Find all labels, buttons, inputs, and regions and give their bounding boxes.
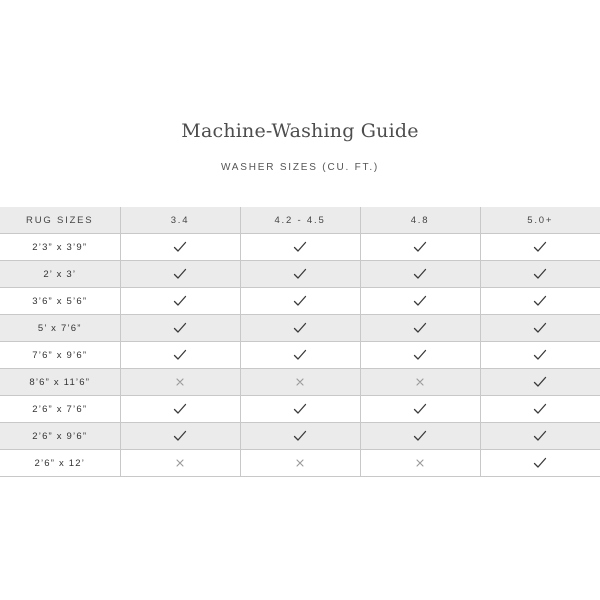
fit-cell bbox=[240, 369, 360, 396]
fit-cell bbox=[360, 450, 480, 477]
check-icon bbox=[293, 427, 307, 444]
check-icon bbox=[173, 265, 187, 282]
cross-icon bbox=[413, 454, 427, 471]
fit-cell bbox=[240, 234, 360, 261]
cross-icon bbox=[293, 373, 307, 390]
table-row bbox=[0, 342, 600, 369]
header-rug-sizes: RUG SIZES bbox=[0, 207, 120, 234]
table-row bbox=[0, 288, 600, 315]
check-icon bbox=[533, 400, 547, 417]
fit-cell bbox=[360, 423, 480, 450]
fit-cell bbox=[360, 234, 480, 261]
header-washer-4-8: 4.8 bbox=[360, 207, 480, 234]
table-row bbox=[0, 234, 600, 261]
rug-size-cell: 2’ x 3’ bbox=[0, 261, 120, 288]
check-icon bbox=[533, 346, 547, 363]
check-icon bbox=[413, 427, 427, 444]
table-row bbox=[0, 369, 600, 396]
rug-size-cell: 8’6” x 11’6” bbox=[0, 369, 120, 396]
check-icon bbox=[413, 319, 427, 336]
check-icon bbox=[533, 427, 547, 444]
fit-cell bbox=[360, 369, 480, 396]
table-row bbox=[0, 315, 600, 342]
rug-size-cell: 3’6” x 5’6” bbox=[0, 288, 120, 315]
check-icon bbox=[173, 427, 187, 444]
fit-cell bbox=[120, 261, 240, 288]
fit-cell bbox=[360, 396, 480, 423]
header-washer-3-4: 3.4 bbox=[120, 207, 240, 234]
fit-cell bbox=[480, 423, 600, 450]
header-washer-5-0-plus: 5.0+ bbox=[480, 207, 600, 234]
check-icon bbox=[413, 346, 427, 363]
fit-cell bbox=[480, 450, 600, 477]
check-icon bbox=[533, 373, 547, 390]
fit-cell bbox=[120, 315, 240, 342]
table-row bbox=[0, 450, 600, 477]
fit-cell bbox=[240, 342, 360, 369]
fit-cell bbox=[120, 342, 240, 369]
check-icon bbox=[533, 454, 547, 471]
fit-cell bbox=[480, 288, 600, 315]
check-icon bbox=[293, 238, 307, 255]
check-icon bbox=[173, 346, 187, 363]
rug-size-cell: 7’6” x 9’6” bbox=[0, 342, 120, 369]
check-icon bbox=[533, 292, 547, 309]
rug-size-cell: 2’6” x 7’6” bbox=[0, 396, 120, 423]
fit-cell bbox=[480, 369, 600, 396]
check-icon bbox=[413, 400, 427, 417]
rug-size-cell: 2’3” x 3’9” bbox=[0, 234, 120, 261]
rug-size-cell: 5’ x 7’6” bbox=[0, 315, 120, 342]
fit-cell bbox=[240, 261, 360, 288]
fit-cell bbox=[480, 261, 600, 288]
fit-cell bbox=[240, 450, 360, 477]
fit-cell bbox=[240, 396, 360, 423]
check-icon bbox=[293, 346, 307, 363]
fit-cell bbox=[120, 234, 240, 261]
page-title: Machine-Washing Guide bbox=[181, 120, 419, 142]
fit-cell bbox=[360, 342, 480, 369]
header-washer-4-2-4-5: 4.2 - 4.5 bbox=[240, 207, 360, 234]
rug-size-cell: 2’6” x 9’6” bbox=[0, 423, 120, 450]
check-icon bbox=[413, 238, 427, 255]
fit-cell bbox=[120, 288, 240, 315]
table-subtitle: WASHER SIZES (CU. FT.) bbox=[220, 162, 380, 173]
fit-cell bbox=[240, 315, 360, 342]
check-icon bbox=[533, 319, 547, 336]
fit-cell bbox=[360, 261, 480, 288]
table-body bbox=[0, 234, 600, 477]
check-icon bbox=[293, 265, 307, 282]
cross-icon bbox=[413, 373, 427, 390]
fit-cell bbox=[120, 396, 240, 423]
fit-cell bbox=[360, 315, 480, 342]
fit-cell bbox=[480, 234, 600, 261]
check-icon bbox=[293, 319, 307, 336]
cross-icon bbox=[173, 373, 187, 390]
check-icon bbox=[533, 265, 547, 282]
fit-cell bbox=[480, 342, 600, 369]
fit-cell bbox=[120, 450, 240, 477]
check-icon bbox=[293, 400, 307, 417]
fit-cell bbox=[360, 288, 480, 315]
check-icon bbox=[173, 400, 187, 417]
cross-icon bbox=[173, 454, 187, 471]
fit-cell bbox=[480, 396, 600, 423]
header-row bbox=[0, 207, 600, 234]
fit-cell bbox=[120, 369, 240, 396]
check-icon bbox=[413, 265, 427, 282]
check-icon bbox=[293, 292, 307, 309]
check-icon bbox=[173, 238, 187, 255]
cross-icon bbox=[293, 454, 307, 471]
washing-guide-table bbox=[0, 207, 600, 477]
check-icon bbox=[413, 292, 427, 309]
check-icon bbox=[533, 238, 547, 255]
table-row bbox=[0, 396, 600, 423]
fit-cell bbox=[480, 315, 600, 342]
check-icon bbox=[173, 319, 187, 336]
check-icon bbox=[173, 292, 187, 309]
fit-cell bbox=[240, 288, 360, 315]
table-row bbox=[0, 423, 600, 450]
rug-size-cell: 2’6” x 12’ bbox=[0, 450, 120, 477]
fit-cell bbox=[120, 423, 240, 450]
fit-cell bbox=[240, 423, 360, 450]
table-row bbox=[0, 261, 600, 288]
